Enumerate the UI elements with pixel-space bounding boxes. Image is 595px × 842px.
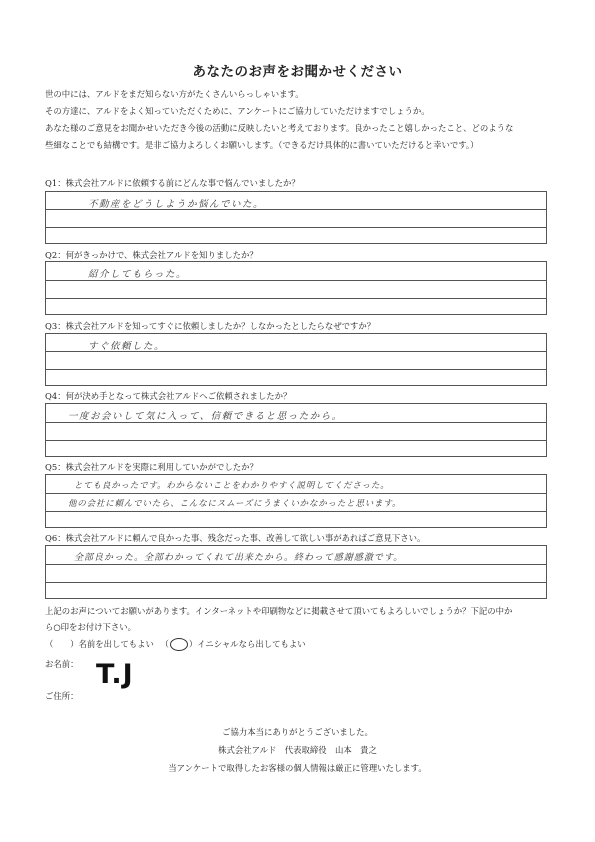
request-line: ら○印をお付け下さい。 <box>45 622 137 632</box>
page-title: あなたのお声をお聞かせください <box>192 64 403 80</box>
intro-line: その方達に、アルドをよく知っていただくために、アンケートにご協力していただけますでしょうか。 <box>45 106 430 116</box>
question-3-answer: すぐ依頼した。 <box>88 341 166 352</box>
address-label: ご住所： <box>45 691 79 701</box>
question-1-answer-box <box>45 191 547 244</box>
question-5-answer-box <box>45 474 547 528</box>
option-full-name[interactable]: （ ）名前を出してもよい <box>45 639 154 649</box>
question-5-answer-line-2: 他の会社に頼んでいたら、こんなにスムーズにうまくいかなかったと思います。 <box>68 499 402 509</box>
name-value: T.J <box>96 659 134 690</box>
question-2-label: Q2：何がきっかけで、株式会社アルドを知りましたか？ <box>45 250 258 260</box>
option-initials[interactable]: （ ）イニシャルなら出してもよい <box>160 639 306 649</box>
question-5-answer-line-1: とても良かったです。わからないことをわかりやすく説明してくださった。 <box>74 481 390 491</box>
footer-company: 株式会社アルド 代表取締役 山本 貴之 <box>218 745 377 755</box>
footer-privacy: 当アンケートで取得したお客様の個人情報は厳正に管理いたします。 <box>168 763 427 773</box>
question-1-label: Q1：株式会社アルドに依頼する前にどんな事で悩んでいましたか？ <box>45 178 300 188</box>
footer <box>0 723 595 777</box>
question-1-answer: 不動産をどうしようか悩んでいた。 <box>88 199 265 210</box>
question-4-answer: 一度お会いして気に入って、信頼できると思ったから。 <box>68 411 343 422</box>
question-4-label: Q4：何が決め手となって株式会社アルドへご依頼されましたか？ <box>45 391 292 401</box>
question-5-label: Q5：株式会社アルドを実際に利用していかがでしたか？ <box>45 462 258 472</box>
intro-line: あなた様のご意見をお聞かせいただき今後の活動に反映したいと考えております。良かったこと嬉しかったこと、どのような <box>45 123 514 133</box>
publication-options <box>45 638 306 651</box>
question-3-label: Q3：株式会社アルドを知ってすぐに依頼しましたか？しなかったとしたらなぜですか？ <box>45 321 376 331</box>
question-6-label: Q6：株式会社アルドに頼んで良かった事、残念だった事、改善して欲しい事があればご意見下さい。 <box>45 533 426 543</box>
footer-thanks: ご協力本当にありがとうございました。 <box>222 727 373 737</box>
question-6-answer-box <box>45 545 547 599</box>
intro-line: 些細なことでも結構です。是非ご協力よろしくお願いします。（できるだけ具体的に書いていただけると幸いです。） <box>45 140 479 150</box>
question-6-answer: 全部良かった。全部わかってくれて出来たから。終わって感謝感激です。 <box>74 553 404 563</box>
question-3-answer-box <box>45 333 547 386</box>
question-4-answer-box <box>45 403 547 457</box>
intro-text <box>45 86 565 154</box>
name-label: お名前： <box>45 659 79 669</box>
publication-request <box>45 603 565 635</box>
intro-line: 世の中には、アルドをまだ知らない方がたくさんいらっしゃいます。 <box>45 89 304 99</box>
question-2-answer: 紹介してもらった。 <box>88 269 188 280</box>
circle-mark-icon <box>170 638 188 651</box>
request-line: 上記のお声についてお願いがあります。インターネットや印刷物などに掲載させて頂いてもよろしいでしょうか？下記の中か <box>45 606 513 616</box>
question-2-answer-box <box>45 261 547 315</box>
